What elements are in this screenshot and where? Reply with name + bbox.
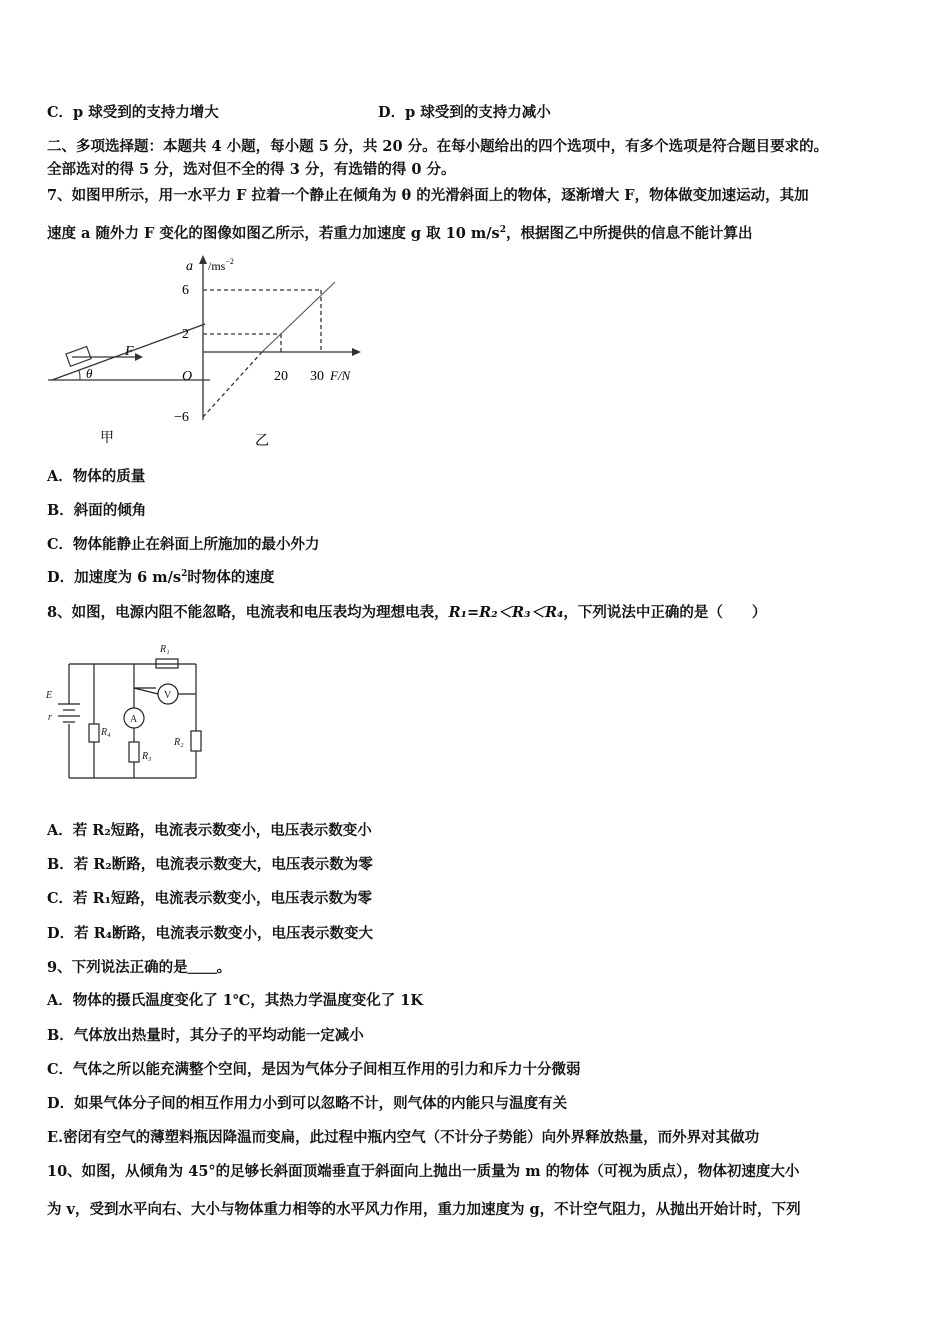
q7-stem-line1: 7、如图甲所示，用一水平力 F 拉着一个静止在倾角为 θ 的光滑斜面上的物体，逐渐增大 F，物体做变加速运动，其加 <box>47 187 809 204</box>
q8-option-d: D．若 R₄断路，电流表示数变小，电压表示数变大 <box>47 925 374 942</box>
q8-circuit <box>44 636 214 788</box>
a-f-graph <box>174 255 361 449</box>
q9-option-c: C．气体之所以能充满整个空间，是因为气体分子间相互作用的引力和斥力十分微弱 <box>47 1061 581 1078</box>
y-tick-neg6: −6 <box>174 410 189 425</box>
section-scoring-rule: 全部选对的得 5 分，选对但不全的得 3 分，有选错的得 0 分。 <box>47 161 456 178</box>
q8-option-c: C．若 R₁短路，电流表示数变小，电压表示数为零 <box>47 890 372 907</box>
section-heading-multi-choice: 二、多项选择题：本题共 4 小题，每小题 5 分，共 20 分。在每小题给出的四个选项中，有多个选项是符合题目要求的。 <box>47 138 829 155</box>
voltmeter-icon: V <box>164 690 172 701</box>
incline-diagram <box>48 324 210 446</box>
q10-stem-line1: 10、如图，从倾角为 45°的足够长斜面顶端垂直于斜面向上抛出一质量为 m 的物体（可视为质点），物体初速度大小 <box>47 1163 800 1180</box>
label-e: E <box>46 690 53 701</box>
q9-option-e: E.密闭有空气的薄塑料瓶因降温而变扁，此过程中瓶内空气（不计分子势能）向外界释放热量，而外界对其做功 <box>47 1129 760 1146</box>
force-label: F <box>125 344 134 359</box>
q6-option-d: D．p 球受到的支持力减小 <box>378 104 551 121</box>
q7-option-c: C．物体能静止在斜面上所施加的最小外力 <box>47 536 320 553</box>
y-tick-6: 6 <box>182 283 189 298</box>
ammeter-icon: A <box>130 714 138 725</box>
q8-option-a: A．若 R₂短路，电流表示数变小，电压表示数变小 <box>47 822 372 839</box>
label-r1: R₁ <box>160 644 170 655</box>
label-r3: R₃ <box>142 751 152 762</box>
label-r: r <box>48 712 52 723</box>
x-tick-20: 20 <box>274 369 288 384</box>
q7-option-a: A．物体的质量 <box>47 468 146 485</box>
q9-option-b: B．气体放出热量时，其分子的平均动能一定减小 <box>47 1027 364 1044</box>
q6-option-c: C．p 球受到的支持力增大 <box>47 104 219 121</box>
figure-yi-label: 乙 <box>255 434 269 449</box>
q9-stem: 9、下列说法正确的是＿＿。 <box>47 959 232 976</box>
y-axis-arrow-icon <box>199 255 207 264</box>
y-axis-unit: $/ms^{-2}$ <box>208 257 234 273</box>
q8-stem: 8、如图，电源内阻不能忽略，电流表和电压表均为理想电表，R₁=R₂＜R₃＜R₄，下列说法中正确的是（ ） <box>47 604 767 621</box>
q7-option-d: D．加速度为 6 $m/s^2$时物体的速度 <box>47 569 275 586</box>
origin-label: O <box>182 369 193 384</box>
q7-figure <box>40 252 380 452</box>
x-axis-unit: F/N <box>330 368 351 383</box>
angle-label: θ <box>86 366 93 381</box>
x-axis-arrow-icon <box>352 348 361 356</box>
label-r4: R₄ <box>101 727 111 738</box>
q7-option-b: B．斜面的倾角 <box>47 502 147 519</box>
y-tick-2: 2 <box>182 327 189 342</box>
label-r2: R₂ <box>174 737 184 748</box>
q10-stem-line2: 为 v，受到水平向右、大小与物体重力相等的水平风力作用，重力加速度为 g，不计空气阻力，从抛出开始计时，下列 <box>47 1201 801 1218</box>
q9-option-d: D．如果气体分子间的相互作用力小到可以忽略不计，则气体的内能只与温度有关 <box>47 1095 568 1112</box>
q9-option-a: A．物体的摄氏温度变化了 1℃，其热力学温度变化了 1K <box>47 992 423 1009</box>
q7-stem-line2: 速度 a 随外力 F 变化的图像如图乙所示，若重力加速度 g 取 10 $m/s^2$，根据图乙中所提供的信息不能计算出 <box>47 225 753 242</box>
x-tick-30: 30 <box>310 369 324 384</box>
figure-jia-label: 甲 <box>100 431 114 446</box>
q8-option-b: B．若 R₂断路，电流表示数变大，电压表示数为零 <box>47 856 373 873</box>
force-arrow-icon <box>135 353 143 361</box>
block-icon <box>66 346 91 366</box>
y-axis-label: a <box>186 259 193 274</box>
